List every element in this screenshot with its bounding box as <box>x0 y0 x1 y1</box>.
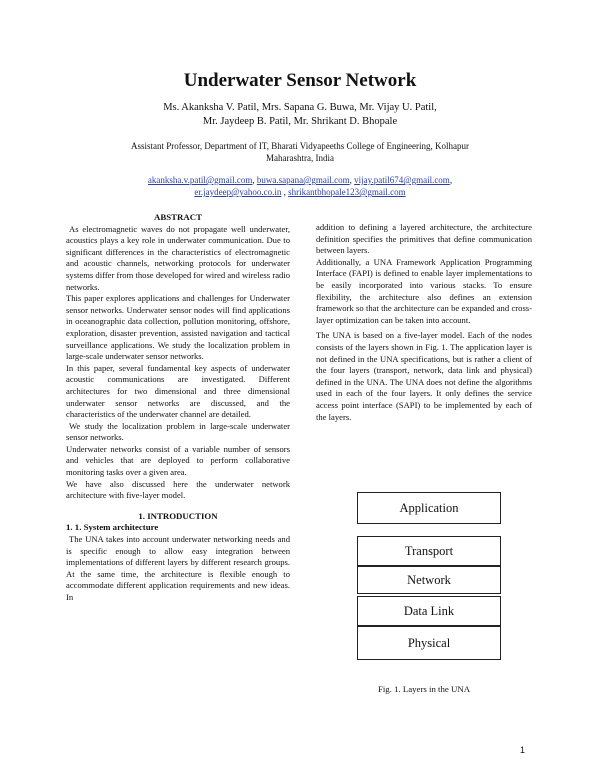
abstract-paragraph: We have also discussed here the underwater network architecture with five-layer model. <box>66 478 290 501</box>
email-separator: , <box>252 175 255 185</box>
page-number: 1 <box>520 745 526 755</box>
email-line-2 <box>0 186 600 198</box>
email-block <box>0 174 600 198</box>
abstract-paragraph: This paper explores applications and challenges for Underwater sensor networks. Underwater sensor nodes will find applications in oceanographic data collection, pollution monitoring, offshore, exploration, disaster prevention, assisted navigation and tactical surveillance applications. We study the localization problem in large-scale underwater sensor networks. <box>66 293 290 362</box>
abstract-paragraph: In this paper, several fundamental key aspects of underwater acoustic communications are investigated. Different architectures for two dimensional and three dimensional underwater sensor networks are discussed, and the characteristics of the underwater channel are detailed. <box>66 362 290 420</box>
layer-data-link: Data Link <box>357 596 501 626</box>
layer-transport: Transport <box>357 536 501 566</box>
layer-network: Network <box>357 566 501 594</box>
left-column <box>66 212 290 604</box>
email-line-1 <box>0 174 600 186</box>
layer-physical: Physical <box>357 626 501 660</box>
introduction-heading: 1. INTRODUCTION <box>138 510 218 521</box>
affiliation-line-1: Assistant Professor, Department of IT, Bharati Vidyapeeths College of Engineering, Kolhapur <box>131 141 469 151</box>
body-paragraph: Additionally, a UNA Framework Application Programming Interface (FAPI) is defined to enable layer implementations to be easily incorporated into various stacks. To ensure flexibility, the architecture also defines an extension framework so that the architecture can be expanded and cross-layer optimization can be taken into account. <box>316 256 532 325</box>
abstract-paragraph: Underwater networks consist of a variable number of sensors and vehicles that are deployed to perform collaborative monitoring tasks over a given area. <box>66 443 290 478</box>
email-separator: , <box>449 175 453 185</box>
layer-application: Application <box>357 492 501 524</box>
email-link[interactable]: akanksha.v.patil@gmail.com <box>147 175 253 185</box>
authors-line-2: Mr. Jaydeep B. Patil, Mr. Shrikant D. Bhopale <box>202 116 398 127</box>
paper-title: Underwater Sensor Network <box>183 70 417 91</box>
right-column <box>316 222 532 423</box>
body-paragraph: addition to defining a layered architecture, the architecture definition specifies the primitives that define communication between layers. <box>316 222 532 256</box>
abstract-heading: ABSTRACT <box>154 212 202 222</box>
email-separator: , <box>281 187 289 197</box>
email-link[interactable]: buwa.sapana@gmail.com <box>256 175 350 185</box>
email-link[interactable]: shrikantbhopale123@gmail.com <box>288 187 406 197</box>
abstract-paragraph: We study the localization problem in large-scale underwater sensor networks. <box>66 420 290 443</box>
subsection-heading: 1. 1. System architecture <box>66 522 159 533</box>
email-link[interactable]: er.jaydeep@yahoo.co.in <box>194 187 282 197</box>
author-list <box>0 101 600 129</box>
email-separator: , <box>349 175 352 185</box>
figure-caption: Fig. 1. Layers in the UNA <box>377 684 471 694</box>
body-paragraph: The UNA is based on a five-layer model. Each of the nodes consists of the layers shown in Fig. 1. The application layer is not defined in the UNA specifications, but is rather a client of the four layers (transport, network, data link and physical) defined in the UNA. The UNA does not define the algorithms used in each of the four layers. It only defines the service access point interface (SAPI) to be implemented by each of the layers. <box>316 330 532 422</box>
authors-line-1: Ms. Akanksha V. Patil, Mrs. Sapana G. Buwa, Mr. Vijay U. Patil, <box>163 102 437 113</box>
intro-paragraph: The UNA takes into account underwater networking needs and is specific enough to allow easy integration between implementations of different layers by different research groups. At the same time, the architecture is flexible enough to accommodate different application requirements and new ideas. In <box>66 534 290 602</box>
email-link[interactable]: vijay.patil674@gmail.com <box>354 175 450 185</box>
abstract-paragraph: As electromagnetic waves do not propagate well underwater, acoustics plays a key role in underwater communication. Due to significant differences in the characteristics of electromagnetic and acoustic channels, networking protocols for underwater systems differ from those developed for wired and wireless radio networks. <box>66 223 290 292</box>
affiliation <box>0 140 600 164</box>
affiliation-line-2: Maharashtra, India <box>266 153 334 163</box>
